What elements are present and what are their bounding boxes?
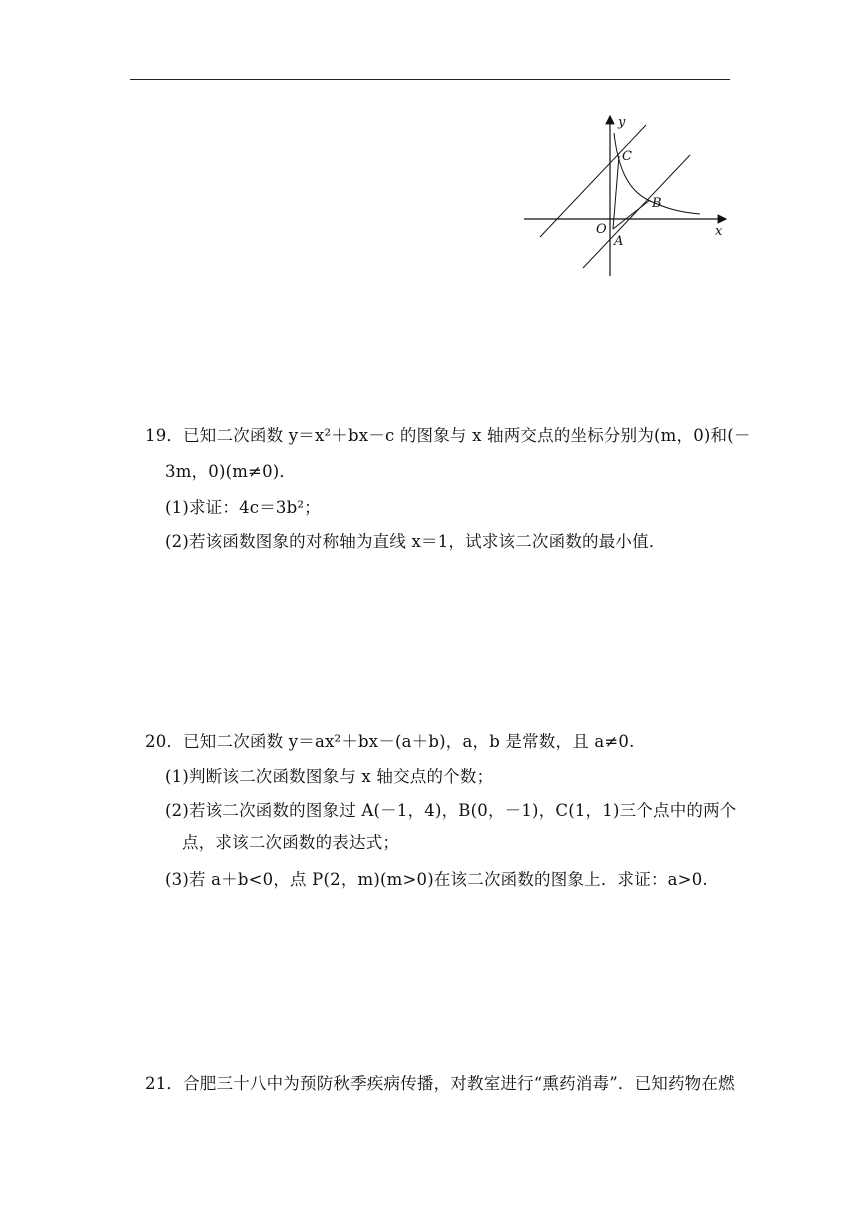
label-x: x: [715, 224, 723, 239]
q19-line2: 3m，0)(m≠0)．: [165, 462, 297, 481]
q21-line1: 21．合肥三十八中为预防秋季疾病传播，对教室进行“熏药消毒”．已知药物在燃: [145, 1074, 735, 1093]
lower-line: [583, 155, 690, 268]
segment-ac: [613, 156, 619, 229]
upper-line: [540, 125, 646, 237]
coordinate-figure: [518, 108, 733, 280]
q20-part2b: 点，求该二次函数的表达式；: [182, 833, 400, 852]
label-a: A: [614, 234, 624, 249]
q20-line1: 20．已知二次函数 y＝ax²＋bx－(a＋b)，a，b 是常数，且 a≠0.: [145, 732, 635, 751]
label-y: y: [618, 115, 626, 130]
header-rule: [130, 79, 730, 80]
segment-ab: [613, 200, 650, 229]
q20-part2a: (2)若该二次函数的图象过 A(－1，4)，B(0，－1)，C(1，1)三个点中的两个: [165, 801, 737, 820]
q19-part2: (2)若该函数图象的对称轴为直线 x＝1，试求该二次函数的最小值．: [165, 532, 666, 551]
label-o: O: [596, 222, 607, 237]
q20-part3: (3)若 a＋b<0，点 P(2，m)(m>0)在该二次函数的图象上．求证：a>0.: [165, 870, 708, 889]
q19-line1: 19．已知二次函数 y＝x²＋bx－c 的图象与 x 轴两交点的坐标分别为(m，0)和(－: [145, 426, 751, 445]
q19-part1: (1)求证：4c＝3b²；: [165, 498, 321, 517]
label-b: B: [652, 196, 662, 211]
label-c: C: [622, 149, 632, 164]
q20-part1: (1)判断该二次函数图象与 x 轴交点的个数；: [165, 767, 494, 786]
